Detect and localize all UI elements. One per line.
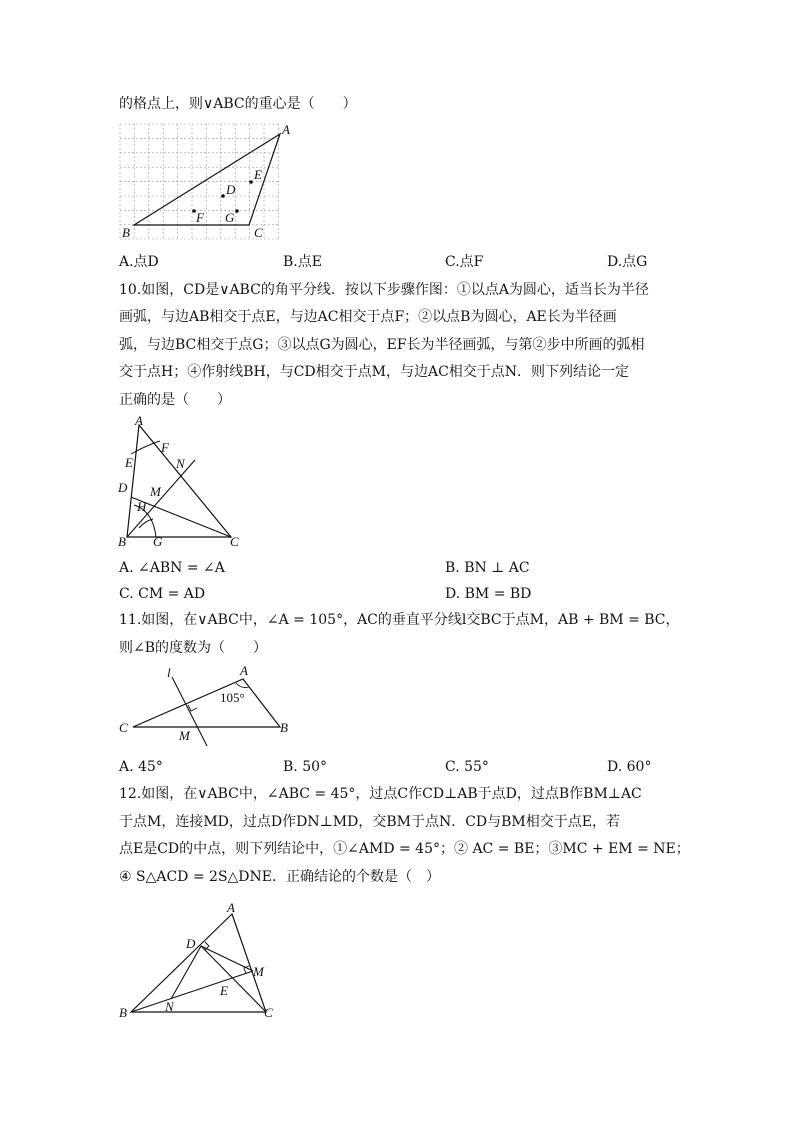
- label-b: B: [118, 534, 126, 549]
- label-a: A: [227, 900, 235, 915]
- label-m: M: [253, 964, 264, 979]
- q11-stem-line-2: 则∠B的度数为（ ）: [119, 640, 268, 656]
- label-n: N: [165, 999, 174, 1014]
- label-a: A: [135, 413, 143, 428]
- q12-stem-line-4: ④ S△ACD = 2S△DNE．正确结论的个数是（ ）: [119, 869, 440, 885]
- label-h: H: [137, 499, 147, 514]
- label-d: D: [186, 936, 196, 951]
- q9-stem-tail: 的格点上，则∨ABC的重心是（ ）: [119, 96, 357, 112]
- label-f: F: [196, 210, 204, 225]
- triangle-abc: [133, 679, 280, 727]
- q9-grid-figure: [118, 122, 293, 242]
- q10-stem-line-5: 正确的是（ ）: [119, 392, 231, 408]
- label-g: G: [225, 210, 235, 225]
- q9-option-a[interactable]: A.点D: [119, 254, 159, 270]
- q9-option-b[interactable]: B.点E: [283, 254, 322, 270]
- label-a: A: [282, 122, 290, 137]
- label-c: C: [119, 720, 128, 735]
- label-n: N: [176, 456, 185, 471]
- q12-figure: [113, 896, 283, 1026]
- label-m: M: [179, 728, 190, 743]
- label-b: B: [280, 720, 288, 735]
- label-a: A: [240, 663, 248, 678]
- label-e: E: [125, 455, 133, 470]
- q10-figure: [113, 415, 248, 550]
- label-e: E: [220, 983, 228, 998]
- q11-option-d[interactable]: D. 60°: [607, 759, 652, 775]
- triangle-abc: [131, 914, 266, 1012]
- label-c: C: [230, 534, 239, 549]
- triangle-abc: [127, 425, 231, 537]
- label-l: l: [167, 665, 171, 680]
- label-g: G: [153, 534, 163, 549]
- label-b: B: [119, 1005, 127, 1020]
- q11-option-a[interactable]: A. 45°: [119, 759, 163, 775]
- segment-bm: [131, 971, 253, 1012]
- label-f: F: [161, 440, 169, 455]
- q10-option-d[interactable]: D. BM = BD: [445, 586, 532, 602]
- label-b: B: [122, 225, 130, 240]
- label-d: D: [226, 182, 236, 197]
- q10-option-c[interactable]: C. CM = AD: [119, 586, 206, 602]
- q11-option-b[interactable]: B. 50°: [283, 759, 328, 775]
- label-c: C: [264, 1005, 273, 1020]
- q9-option-d[interactable]: D.点G: [607, 254, 648, 270]
- label-m: M: [150, 484, 161, 499]
- q11-option-c[interactable]: C. 55°: [445, 759, 489, 775]
- q10-option-a[interactable]: A. ∠ABN = ∠A: [119, 560, 225, 576]
- q11-stem-line-1: 11.如图，在∨ABC中，∠A = 105°，AC的垂直平分线l交BC于点M，AB + BM = BC，: [119, 612, 680, 628]
- point-g: [235, 209, 239, 213]
- label-d: D: [118, 480, 128, 495]
- label-angle: 105°: [220, 690, 245, 705]
- q11-figure: [113, 663, 298, 748]
- q12-stem-line-2: 于点M，连接MD，过点D作DN⊥MD，交BM于点N．CD与BM相交于点E，若: [119, 814, 620, 830]
- segment-dn: [171, 946, 201, 999]
- point-d: [221, 194, 225, 198]
- q10-stem-line-1: 10.如图，CD是∨ABC的角平分线．按以下步骤作图：①以点A为圆心，适当长为半径: [119, 282, 649, 298]
- label-e: E: [254, 167, 262, 182]
- q10-option-b[interactable]: B. BN ⊥ AC: [445, 560, 530, 576]
- arc-ef: [131, 441, 160, 454]
- segment-cd: [201, 946, 266, 1012]
- q10-stem-line-3: 弧，与边BC相交于点G；③以点G为圆心，EF长为半径画弧，与第②步中所画的弧相: [119, 337, 645, 353]
- q12-stem-line-1: 12.如图，在∨ABC中，∠ABC = 45°，过点C作CD⊥AB于点D，过点B作BM⊥AC: [119, 786, 642, 802]
- q10-stem-line-2: 画弧，与边AB相交于点E，与边AC相交于点F；②以点B为圆心，AE长为半径画: [119, 309, 617, 325]
- q10-stem-line-4: 交于点H；④作射线BH，与CD相交于点M，与边AC相交于点N．则下列结论一定: [119, 364, 630, 380]
- point-e: [249, 180, 253, 184]
- q9-option-c[interactable]: C.点F: [445, 254, 484, 270]
- q12-stem-line-3: 点E是CD的中点，则下列结论中，①∠AMD = 45°；② AC = BE；③MC + EM = NE；: [119, 841, 690, 857]
- label-c: C: [254, 225, 263, 240]
